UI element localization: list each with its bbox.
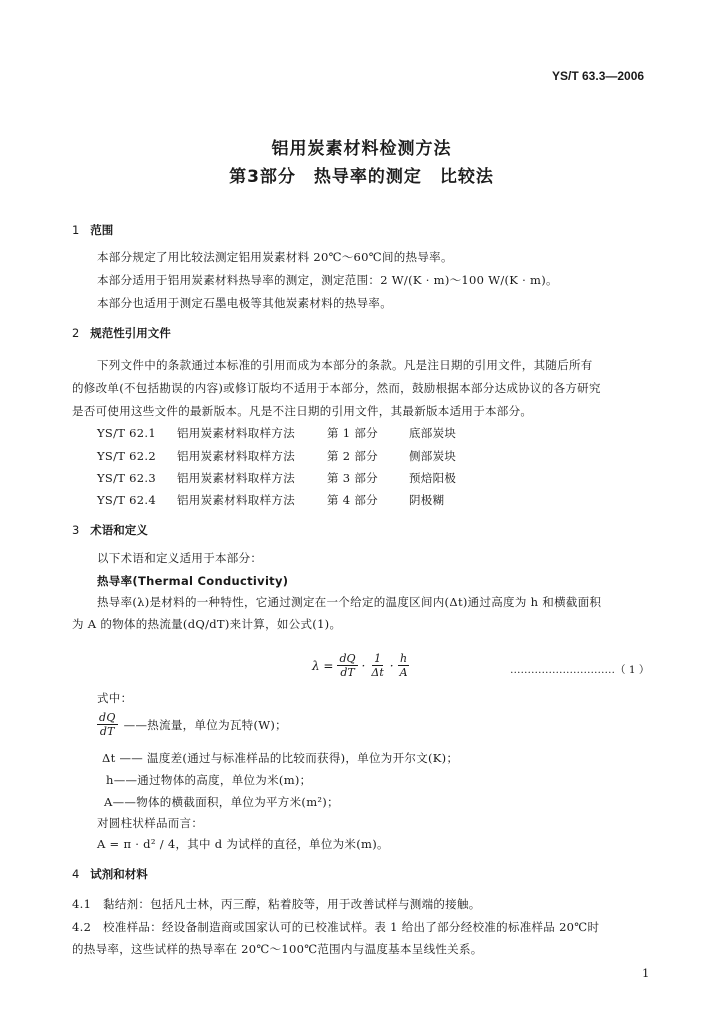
ref-part: 第 4 部分 <box>327 493 378 507</box>
section-number: 4 <box>72 867 80 881</box>
section-4-heading <box>72 866 148 882</box>
ref-code: YS/T 62.3 <box>97 471 156 485</box>
cylinder-note: 对圆柱状样品而言： <box>97 816 204 830</box>
fraction-denominator: dT <box>340 666 355 679</box>
ref-sub: 侧部炭块 <box>409 449 457 463</box>
ref-name: 铝用炭素材料取样方法 <box>177 471 295 485</box>
where-dq-desc: ——热流量，单位为瓦特(W)； <box>123 717 287 732</box>
reference-item <box>97 425 456 441</box>
ref-part: 第 2 部分 <box>327 449 378 463</box>
section-3-heading <box>72 522 148 538</box>
section-2-heading <box>72 325 171 341</box>
fraction-numerator: dQ <box>339 652 356 665</box>
where-label: 式中： <box>97 691 133 705</box>
where-h: h——通过物体的高度，单位为米(m)； <box>106 773 312 787</box>
fraction-numerator: 1 <box>374 652 382 665</box>
reference-item <box>97 470 456 486</box>
fraction-numerator: dQ <box>99 711 116 724</box>
standard-code: YS/T 63.3—2006 <box>552 69 645 83</box>
s2-para-line-3: 是否可使用这些文件的最新版本。凡是不注日期的引用文件，其最新版本适用于本部分。 <box>72 404 533 418</box>
term-definition-line-1: 热导率(λ)是材料的一种特性，它通过测定在一个给定的温度区间内(Δt)通过高度为 h 和横截面积 <box>97 595 602 609</box>
section-title: 试剂和材料 <box>90 867 148 881</box>
ref-name: 铝用炭素材料取样方法 <box>177 426 295 440</box>
ref-sub: 阴极糊 <box>409 493 445 507</box>
section-title: 规范性引用文件 <box>90 326 171 340</box>
section-number: 3 <box>72 523 80 537</box>
ref-sub: 预焙阳极 <box>409 471 457 485</box>
ref-name: 铝用炭素材料取样方法 <box>177 493 295 507</box>
fraction-dq-dt <box>97 711 118 738</box>
reference-item <box>97 492 444 508</box>
fraction-dq-dt <box>337 652 357 679</box>
formula-1 <box>312 652 410 679</box>
item-4-2-line-2: 的热导率，这些试样的热导率在 20℃～100℃范围内与温度基本呈线性关系。 <box>72 942 483 956</box>
section-number: 2 <box>72 326 80 340</box>
page-number: 1 <box>642 966 650 980</box>
fraction-denominator: A <box>399 666 408 679</box>
fraction-denominator: dT <box>99 725 115 738</box>
s1-para-1: 本部分规定了用比较法测定铝用炭素材料 20℃～60℃间的热导率。 <box>97 250 453 264</box>
s2-para-line-1: 下列文件中的条款通过本标准的引用而成为本部分的条款。凡是注日期的引用文件，其随后所有 <box>97 358 593 372</box>
formula-lhs: λ = <box>312 658 334 673</box>
s1-para-3: 本部分也适用于测定石墨电极等其他炭素材料的热导率。 <box>97 296 392 310</box>
area-formula: A = π · d² / 4，其中 d 为试样的直径，单位为米(m)。 <box>97 837 389 851</box>
ref-part: 第 1 部分 <box>327 426 378 440</box>
doc-title: 铝用炭素材料检测方法 <box>271 139 452 159</box>
where-dt: Δt —— 温度差(通过与标准样品的比较而获得)，单位为开尔文(K)； <box>102 751 459 765</box>
doc-subtitle: 第3部分 热导率的测定 比较法 <box>229 167 494 187</box>
item-4-1: 4.1 黏结剂：包括凡士林，丙三醇，粘着胶等，用于改善试样与测端的接触。 <box>72 897 481 911</box>
multiply-dot: · <box>389 658 394 673</box>
fraction-1-dt <box>369 652 385 679</box>
equation-number: …………………………（ 1 ） <box>510 664 650 676</box>
s2-para-line-2: 的修改单(不包括勘误的内容)或修订版均不适用于本部分，然而，鼓励根据本部分达成协议的各方研究 <box>72 381 601 395</box>
fraction-h-a <box>398 652 410 679</box>
where-a: A——物体的横截面积，单位为平方米(m²)； <box>104 795 339 809</box>
fraction-denominator: Δt <box>371 666 384 679</box>
ref-part: 第 3 部分 <box>327 471 378 485</box>
ref-code: YS/T 62.2 <box>97 449 156 463</box>
section-number: 1 <box>72 223 80 237</box>
reference-item <box>97 448 456 464</box>
s3-intro: 以下术语和定义适用于本部分： <box>97 551 263 565</box>
s1-para-2: 本部分适用于铝用炭素材料热导率的测定，测定范围：2 W/(K · m)～100 W/(K · m)。 <box>97 273 558 287</box>
term-heading: 热导率(Thermal Conductivity) <box>97 574 289 588</box>
section-1-heading <box>72 222 113 238</box>
ref-sub: 底部炭块 <box>409 426 457 440</box>
ref-name: 铝用炭素材料取样方法 <box>177 449 295 463</box>
term-definition-line-2: 为 A 的物体的热流量(dQ/dT)来计算，如公式(1)。 <box>72 617 342 631</box>
fraction-numerator: h <box>400 652 408 665</box>
section-title: 范围 <box>90 223 114 237</box>
ref-code: YS/T 62.1 <box>97 426 156 440</box>
item-4-2-line-1: 4.2 校准样品：经设备制造商或国家认可的已校准试样。表 1 给出了部分经校准的标准样品 20℃时 <box>72 920 600 934</box>
section-title: 术语和定义 <box>90 523 148 537</box>
ref-code: YS/T 62.4 <box>97 493 156 507</box>
multiply-dot: · <box>361 658 366 673</box>
where-dq <box>97 711 287 738</box>
